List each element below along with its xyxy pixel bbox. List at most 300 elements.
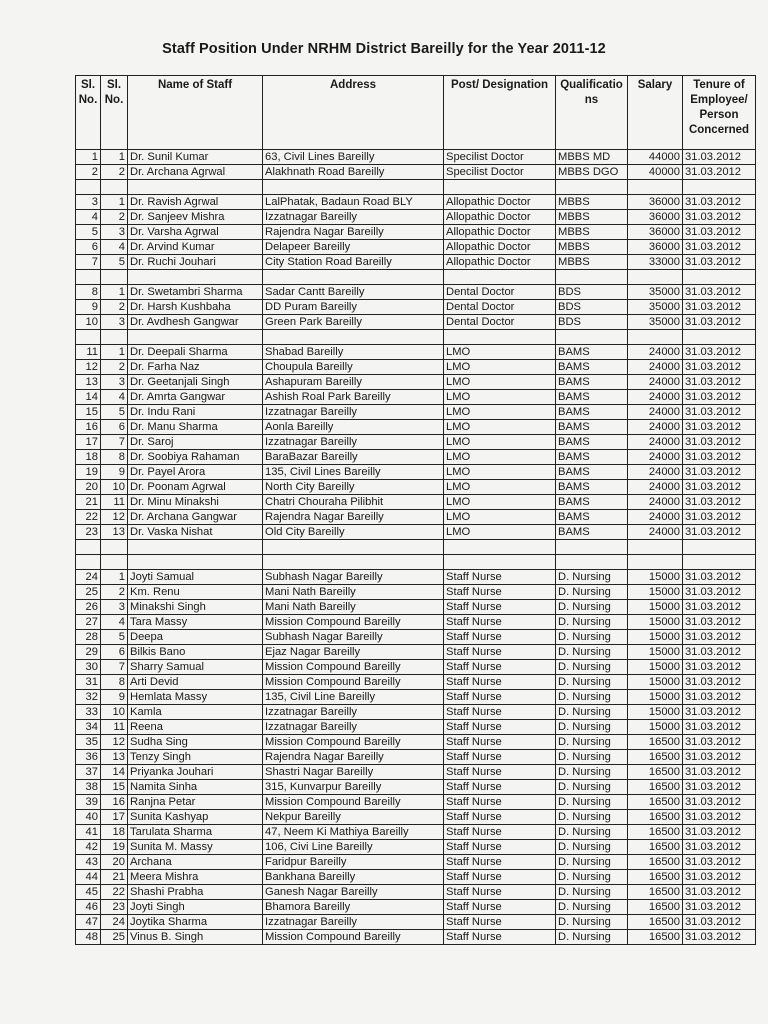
cell-qualification: BAMS — [556, 345, 628, 360]
cell-salary: 36000 — [628, 225, 683, 240]
cell-qualification: D. Nursing — [556, 615, 628, 630]
cell-salary: 16500 — [628, 870, 683, 885]
cell-salary: 24000 — [628, 525, 683, 540]
cell-salary: 16500 — [628, 765, 683, 780]
cell-address: Izzatnagar Bareilly — [263, 705, 444, 720]
cell-qualification: D. Nursing — [556, 840, 628, 855]
cell-sl-no: 44 — [76, 870, 101, 885]
cell-tenure: 31.03.2012 — [683, 660, 756, 675]
cell-qualification: MBBS — [556, 195, 628, 210]
cell-salary: 16500 — [628, 750, 683, 765]
cell-group-sl-no: 17 — [101, 810, 128, 825]
cell-post: LMO — [444, 375, 556, 390]
cell-salary: 16500 — [628, 780, 683, 795]
table-row — [76, 720, 756, 735]
table-row — [76, 465, 756, 480]
cell-address: Chatri Chouraha Pilibhit — [263, 495, 444, 510]
cell-sl-no: 15 — [76, 405, 101, 420]
spacer-cell — [444, 555, 556, 570]
cell-address: Izzatnagar Bareilly — [263, 405, 444, 420]
table-row — [76, 600, 756, 615]
cell-name: Dr. Swetambri Sharma — [128, 285, 263, 300]
cell-name: Dr. Deepali Sharma — [128, 345, 263, 360]
table-row — [76, 855, 756, 870]
cell-group-sl-no: 22 — [101, 885, 128, 900]
cell-sl-no: 24 — [76, 570, 101, 585]
cell-address: Shabad Bareilly — [263, 345, 444, 360]
spacer-cell — [683, 180, 756, 195]
cell-sl-no: 16 — [76, 420, 101, 435]
table-row — [76, 585, 756, 600]
cell-address: 135, Civil Lines Bareilly — [263, 465, 444, 480]
cell-tenure: 31.03.2012 — [683, 420, 756, 435]
spacer-row — [76, 270, 756, 285]
spacer-cell — [628, 180, 683, 195]
cell-sl-no: 7 — [76, 255, 101, 270]
cell-address: Izzatnagar Bareilly — [263, 435, 444, 450]
cell-group-sl-no: 2 — [101, 210, 128, 225]
cell-group-sl-no: 3 — [101, 600, 128, 615]
cell-qualification: BAMS — [556, 360, 628, 375]
cell-sl-no: 23 — [76, 525, 101, 540]
table-row — [76, 285, 756, 300]
cell-sl-no: 1 — [76, 150, 101, 165]
table-row — [76, 210, 756, 225]
cell-post: Staff Nurse — [444, 615, 556, 630]
table-row — [76, 345, 756, 360]
cell-name: Dr. Farha Naz — [128, 360, 263, 375]
table-row — [76, 195, 756, 210]
cell-address: Choupula Bareilly — [263, 360, 444, 375]
cell-tenure: 31.03.2012 — [683, 285, 756, 300]
cell-qualification: BDS — [556, 285, 628, 300]
cell-sl-no: 25 — [76, 585, 101, 600]
cell-tenure: 31.03.2012 — [683, 840, 756, 855]
table-row — [76, 900, 756, 915]
cell-post: LMO — [444, 525, 556, 540]
cell-name: Dr. Indu Rani — [128, 405, 263, 420]
cell-qualification: D. Nursing — [556, 720, 628, 735]
cell-sl-no: 9 — [76, 300, 101, 315]
cell-sl-no: 12 — [76, 360, 101, 375]
cell-post: Specilist Doctor — [444, 150, 556, 165]
table-row — [76, 255, 756, 270]
cell-group-sl-no: 9 — [101, 690, 128, 705]
cell-post: Staff Nurse — [444, 750, 556, 765]
cell-salary: 24000 — [628, 495, 683, 510]
cell-address: Old City Bareilly — [263, 525, 444, 540]
cell-sl-no: 13 — [76, 375, 101, 390]
cell-post: LMO — [444, 465, 556, 480]
cell-qualification: D. Nursing — [556, 810, 628, 825]
cell-qualification: D. Nursing — [556, 930, 628, 945]
cell-sl-no: 27 — [76, 615, 101, 630]
table-row — [76, 915, 756, 930]
cell-qualification: BAMS — [556, 390, 628, 405]
cell-sl-no: 3 — [76, 195, 101, 210]
cell-group-sl-no: 13 — [101, 525, 128, 540]
cell-tenure: 31.03.2012 — [683, 360, 756, 375]
cell-salary: 24000 — [628, 510, 683, 525]
cell-name: Tenzy Singh — [128, 750, 263, 765]
cell-post: LMO — [444, 420, 556, 435]
cell-post: Staff Nurse — [444, 870, 556, 885]
cell-qualification: D. Nursing — [556, 825, 628, 840]
cell-address: Ashapuram Bareilly — [263, 375, 444, 390]
cell-sl-no: 43 — [76, 855, 101, 870]
cell-tenure: 31.03.2012 — [683, 345, 756, 360]
header-salary: Salary — [628, 76, 683, 150]
cell-tenure: 31.03.2012 — [683, 600, 756, 615]
cell-salary: 24000 — [628, 390, 683, 405]
cell-address: Mission Compound Bareilly — [263, 930, 444, 945]
spacer-row — [76, 330, 756, 345]
cell-tenure: 31.03.2012 — [683, 825, 756, 840]
cell-salary: 16500 — [628, 915, 683, 930]
cell-post: Staff Nurse — [444, 585, 556, 600]
cell-name: Kamla — [128, 705, 263, 720]
cell-sl-no: 6 — [76, 240, 101, 255]
cell-address: City Station Road Bareilly — [263, 255, 444, 270]
cell-qualification: BAMS — [556, 405, 628, 420]
cell-sl-no: 10 — [76, 315, 101, 330]
cell-address: 135, Civil Line Bareilly — [263, 690, 444, 705]
spacer-cell — [628, 330, 683, 345]
cell-post: Staff Nurse — [444, 735, 556, 750]
cell-group-sl-no: 23 — [101, 900, 128, 915]
cell-group-sl-no: 15 — [101, 780, 128, 795]
cell-group-sl-no: 19 — [101, 840, 128, 855]
cell-name: Dr. Amrta Gangwar — [128, 390, 263, 405]
cell-group-sl-no: 8 — [101, 450, 128, 465]
cell-group-sl-no: 11 — [101, 495, 128, 510]
cell-post: Dental Doctor — [444, 315, 556, 330]
cell-tenure: 31.03.2012 — [683, 300, 756, 315]
cell-group-sl-no: 2 — [101, 585, 128, 600]
cell-tenure: 31.03.2012 — [683, 855, 756, 870]
cell-tenure: 31.03.2012 — [683, 255, 756, 270]
cell-salary: 16500 — [628, 885, 683, 900]
cell-name: Sunita M. Massy — [128, 840, 263, 855]
cell-qualification: D. Nursing — [556, 570, 628, 585]
cell-group-sl-no: 12 — [101, 735, 128, 750]
spacer-cell — [101, 180, 128, 195]
table-row — [76, 525, 756, 540]
cell-post: Staff Nurse — [444, 765, 556, 780]
cell-post: Staff Nurse — [444, 825, 556, 840]
spacer-cell — [128, 540, 263, 555]
cell-post: Staff Nurse — [444, 780, 556, 795]
cell-address: Shastri Nagar Bareilly — [263, 765, 444, 780]
cell-post: LMO — [444, 405, 556, 420]
cell-tenure: 31.03.2012 — [683, 930, 756, 945]
cell-tenure: 31.03.2012 — [683, 645, 756, 660]
cell-sl-no: 48 — [76, 930, 101, 945]
cell-address: Ejaz Nagar Bareilly — [263, 645, 444, 660]
cell-salary: 35000 — [628, 315, 683, 330]
cell-group-sl-no: 5 — [101, 405, 128, 420]
cell-tenure: 31.03.2012 — [683, 750, 756, 765]
cell-group-sl-no: 1 — [101, 570, 128, 585]
cell-sl-no: 30 — [76, 660, 101, 675]
cell-group-sl-no: 5 — [101, 255, 128, 270]
table-row — [76, 360, 756, 375]
cell-qualification: BDS — [556, 315, 628, 330]
cell-name: Dr. Sanjeev Mishra — [128, 210, 263, 225]
cell-group-sl-no: 11 — [101, 720, 128, 735]
page-title: Staff Position Under NRHM District Bareilly for the Year 2011-12 — [162, 41, 606, 57]
table-row — [76, 885, 756, 900]
spacer-cell — [556, 180, 628, 195]
cell-tenure: 31.03.2012 — [683, 195, 756, 210]
cell-salary: 24000 — [628, 450, 683, 465]
cell-name: Minakshi Singh — [128, 600, 263, 615]
cell-qualification: MBBS — [556, 210, 628, 225]
cell-salary: 35000 — [628, 285, 683, 300]
table-row — [76, 825, 756, 840]
spacer-cell — [444, 330, 556, 345]
spacer-cell — [263, 330, 444, 345]
cell-qualification: MBBS — [556, 225, 628, 240]
cell-sl-no: 45 — [76, 885, 101, 900]
spacer-cell — [101, 330, 128, 345]
cell-post: Staff Nurse — [444, 660, 556, 675]
cell-name: Dr. Archana Gangwar — [128, 510, 263, 525]
cell-salary: 35000 — [628, 300, 683, 315]
cell-qualification: D. Nursing — [556, 915, 628, 930]
spacer-cell — [444, 180, 556, 195]
cell-post: Staff Nurse — [444, 705, 556, 720]
cell-qualification: D. Nursing — [556, 645, 628, 660]
cell-address: Mission Compound Bareilly — [263, 795, 444, 810]
cell-qualification: BAMS — [556, 435, 628, 450]
table-row — [76, 150, 756, 165]
cell-address: Mission Compound Bareilly — [263, 675, 444, 690]
cell-salary: 15000 — [628, 585, 683, 600]
spacer-cell — [556, 270, 628, 285]
table-row — [76, 405, 756, 420]
cell-salary: 40000 — [628, 165, 683, 180]
cell-post: Staff Nurse — [444, 720, 556, 735]
cell-tenure: 31.03.2012 — [683, 405, 756, 420]
table-row — [76, 705, 756, 720]
cell-qualification: D. Nursing — [556, 705, 628, 720]
cell-post: Staff Nurse — [444, 855, 556, 870]
cell-post: Allopathic Doctor — [444, 225, 556, 240]
table-row — [76, 480, 756, 495]
cell-salary: 36000 — [628, 195, 683, 210]
header-group-sl-no: Sl. No. — [101, 76, 128, 150]
cell-qualification: D. Nursing — [556, 795, 628, 810]
table-row — [76, 645, 756, 660]
spacer-cell — [101, 555, 128, 570]
spacer-cell — [128, 270, 263, 285]
cell-qualification: D. Nursing — [556, 855, 628, 870]
cell-name: Deepa — [128, 630, 263, 645]
cell-sl-no: 34 — [76, 720, 101, 735]
table-body — [76, 150, 756, 945]
cell-tenure: 31.03.2012 — [683, 525, 756, 540]
cell-name: Meera Mishra — [128, 870, 263, 885]
cell-sl-no: 8 — [76, 285, 101, 300]
cell-group-sl-no: 4 — [101, 390, 128, 405]
table-row — [76, 570, 756, 585]
cell-group-sl-no: 7 — [101, 660, 128, 675]
cell-name: Dr. Minu Minakshi — [128, 495, 263, 510]
cell-post: LMO — [444, 495, 556, 510]
cell-address: DD Puram Bareilly — [263, 300, 444, 315]
spacer-cell — [683, 555, 756, 570]
cell-address: Delapeer Bareilly — [263, 240, 444, 255]
table-row — [76, 510, 756, 525]
cell-post: LMO — [444, 435, 556, 450]
cell-group-sl-no: 3 — [101, 225, 128, 240]
cell-sl-no: 36 — [76, 750, 101, 765]
cell-salary: 16500 — [628, 840, 683, 855]
cell-group-sl-no: 1 — [101, 195, 128, 210]
cell-group-sl-no: 6 — [101, 645, 128, 660]
cell-qualification: BAMS — [556, 510, 628, 525]
cell-name: Joyti Samual — [128, 570, 263, 585]
cell-address: Izzatnagar Bareilly — [263, 915, 444, 930]
cell-tenure: 31.03.2012 — [683, 165, 756, 180]
cell-address: Mani Nath Bareilly — [263, 600, 444, 615]
cell-salary: 16500 — [628, 900, 683, 915]
cell-qualification: D. Nursing — [556, 690, 628, 705]
cell-group-sl-no: 16 — [101, 795, 128, 810]
spacer-cell — [556, 540, 628, 555]
cell-address: BaraBazar Bareilly — [263, 450, 444, 465]
spacer-row — [76, 555, 756, 570]
cell-salary: 15000 — [628, 615, 683, 630]
cell-address: Rajendra Nagar Bareilly — [263, 510, 444, 525]
cell-qualification: D. Nursing — [556, 675, 628, 690]
cell-post: Staff Nurse — [444, 600, 556, 615]
cell-tenure: 31.03.2012 — [683, 705, 756, 720]
header-qualification: Qualificatio ns — [556, 76, 628, 150]
cell-tenure: 31.03.2012 — [683, 720, 756, 735]
cell-sl-no: 31 — [76, 675, 101, 690]
cell-sl-no: 2 — [76, 165, 101, 180]
staff-table — [75, 75, 756, 945]
cell-address: Bhamora Bareilly — [263, 900, 444, 915]
cell-group-sl-no: 2 — [101, 165, 128, 180]
cell-tenure: 31.03.2012 — [683, 375, 756, 390]
cell-post: Staff Nurse — [444, 915, 556, 930]
spacer-cell — [683, 540, 756, 555]
table-row — [76, 765, 756, 780]
cell-group-sl-no: 1 — [101, 150, 128, 165]
cell-qualification: D. Nursing — [556, 585, 628, 600]
cell-salary: 36000 — [628, 240, 683, 255]
spacer-cell — [101, 540, 128, 555]
cell-name: Joytika Sharma — [128, 915, 263, 930]
cell-address: North City Bareilly — [263, 480, 444, 495]
table-row — [76, 630, 756, 645]
cell-sl-no: 32 — [76, 690, 101, 705]
spacer-cell — [76, 330, 101, 345]
cell-qualification: D. Nursing — [556, 765, 628, 780]
cell-name: Dr. Sunil Kumar — [128, 150, 263, 165]
cell-qualification: D. Nursing — [556, 780, 628, 795]
cell-group-sl-no: 13 — [101, 750, 128, 765]
spacer-cell — [444, 540, 556, 555]
cell-group-sl-no: 1 — [101, 345, 128, 360]
spacer-cell — [101, 270, 128, 285]
table-row — [76, 240, 756, 255]
spacer-cell — [263, 270, 444, 285]
cell-qualification: D. Nursing — [556, 870, 628, 885]
cell-post: Allopathic Doctor — [444, 210, 556, 225]
cell-address: 47, Neem Ki Mathiya Bareilly — [263, 825, 444, 840]
cell-salary: 24000 — [628, 420, 683, 435]
cell-salary: 36000 — [628, 210, 683, 225]
cell-post: Staff Nurse — [444, 570, 556, 585]
cell-salary: 24000 — [628, 465, 683, 480]
cell-name: Dr. Ravish Agrwal — [128, 195, 263, 210]
cell-qualification: D. Nursing — [556, 660, 628, 675]
cell-name: Joyti Singh — [128, 900, 263, 915]
table-row — [76, 870, 756, 885]
cell-tenure: 31.03.2012 — [683, 480, 756, 495]
cell-group-sl-no: 7 — [101, 435, 128, 450]
cell-tenure: 31.03.2012 — [683, 315, 756, 330]
header-row — [76, 76, 756, 150]
cell-sl-no: 20 — [76, 480, 101, 495]
cell-name: Priyanka Jouhari — [128, 765, 263, 780]
spacer-cell — [683, 270, 756, 285]
spacer-cell — [628, 270, 683, 285]
cell-post: LMO — [444, 510, 556, 525]
cell-salary: 44000 — [628, 150, 683, 165]
cell-salary: 16500 — [628, 855, 683, 870]
cell-address: Alakhnath Road Bareilly — [263, 165, 444, 180]
cell-salary: 15000 — [628, 690, 683, 705]
header-address: Address — [263, 76, 444, 150]
cell-tenure: 31.03.2012 — [683, 570, 756, 585]
table-row — [76, 390, 756, 405]
spacer-cell — [263, 540, 444, 555]
cell-sl-no: 4 — [76, 210, 101, 225]
cell-group-sl-no: 20 — [101, 855, 128, 870]
cell-name: Dr. Ruchi Jouhari — [128, 255, 263, 270]
cell-qualification: BAMS — [556, 480, 628, 495]
cell-post: LMO — [444, 345, 556, 360]
cell-salary: 15000 — [628, 630, 683, 645]
cell-name: Namita Sinha — [128, 780, 263, 795]
cell-address: Faridpur Bareilly — [263, 855, 444, 870]
cell-name: Dr. Archana Agrwal — [128, 165, 263, 180]
cell-tenure: 31.03.2012 — [683, 675, 756, 690]
header-post: Post/ Designation — [444, 76, 556, 150]
cell-qualification: MBBS DGO — [556, 165, 628, 180]
table-row — [76, 675, 756, 690]
cell-salary: 15000 — [628, 675, 683, 690]
cell-sl-no: 17 — [76, 435, 101, 450]
cell-address: Mani Nath Bareilly — [263, 585, 444, 600]
cell-qualification: BAMS — [556, 525, 628, 540]
cell-name: Tara Massy — [128, 615, 263, 630]
cell-name: Reena — [128, 720, 263, 735]
cell-salary: 24000 — [628, 435, 683, 450]
cell-tenure: 31.03.2012 — [683, 885, 756, 900]
cell-sl-no: 33 — [76, 705, 101, 720]
cell-post: Staff Nurse — [444, 690, 556, 705]
cell-sl-no: 28 — [76, 630, 101, 645]
table-row — [76, 300, 756, 315]
spacer-cell — [128, 555, 263, 570]
cell-salary: 15000 — [628, 600, 683, 615]
